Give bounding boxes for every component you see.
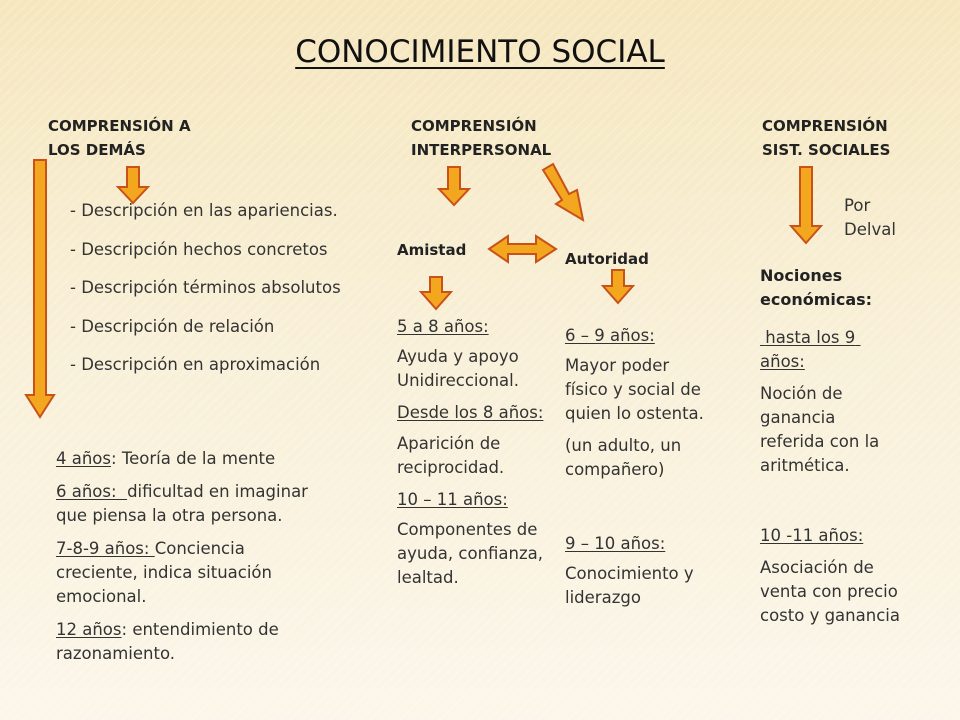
stage-item: 4 años: Teoría de la mente [56, 449, 276, 468]
stage-item: hasta los 9 años: [760, 328, 861, 371]
stage-item: 10 -11 años: [760, 526, 864, 545]
long-down-arrow-icon [26, 160, 54, 417]
list-item: - Descripción en aproximación [70, 355, 321, 374]
heading-comprension-sistemas-sociales: COMPRENSIÓN SIST. SOCIALES [762, 117, 891, 159]
diagonal-arrow-icon [543, 164, 583, 220]
down-arrow-icon [603, 270, 633, 303]
demas-stages [56, 447, 326, 675]
down-arrow-icon [421, 277, 451, 309]
down-arrow-icon [439, 167, 469, 205]
descriptions-list [70, 201, 341, 394]
stage-item-text: Conocimiento y liderazgo [565, 564, 694, 607]
list-item: - Descripción hechos concretos [70, 239, 328, 259]
stage-item-text: Asociación de venta con precio costo y ganancia [760, 558, 900, 625]
heading-comprension-demas: COMPRENSIÓN A LOS DEMÁS [48, 117, 191, 159]
stage-item-text: Aparición de reciprocidad. [397, 434, 505, 477]
amistad-label: Amistad [397, 241, 467, 259]
stage-item: 9 – 10 años: [565, 534, 666, 553]
autoridad-stages [565, 324, 705, 619]
sociales-stages [760, 326, 900, 637]
stage-item-text: (un adulto, un compañero) [565, 436, 682, 479]
stage-item: 6 – 9 años: [565, 326, 655, 345]
stage-item-text: Componentes de ayuda, confianza, lealtad. [397, 520, 544, 587]
nociones-economicas-label: Nociones económicas: [760, 266, 873, 309]
stage-item: 6 años: dificultad en imaginar que piensa la otra persona. [56, 482, 308, 525]
autoridad-label: Autoridad [565, 250, 649, 268]
list-item: - Descripción términos absolutos [70, 278, 341, 297]
list-item: - Descripción en las apariencias. [70, 201, 338, 220]
amistad-stages [397, 315, 562, 599]
list-item: - Descripción de relación [70, 316, 275, 336]
down-arrow-icon [118, 167, 148, 203]
stage-item: 12 años: entendimiento de razonamiento. [56, 620, 279, 663]
page-title: CONOCIMIENTO SOCIAL [295, 34, 665, 70]
author-note: Por Delval [844, 196, 896, 239]
stage-item-text: Ayuda y apoyo Unidireccional. [397, 347, 519, 390]
double-arrow-icon [489, 236, 556, 262]
stage-item: 10 – 11 años: [397, 490, 508, 509]
down-arrow-icon [791, 167, 821, 243]
heading-comprension-interpersonal: COMPRENSIÓN INTERPERSONAL [411, 117, 552, 159]
stage-item-text: Noción de ganancia referida con la aritmética. [760, 384, 880, 475]
stage-item: 5 a 8 años: [397, 317, 489, 336]
stage-item: Desde los 8 años: [397, 403, 544, 422]
stage-item-text: Mayor poder físico y social de quien lo ostenta. [565, 356, 704, 423]
stage-item: 7-8-9 años: Conciencia creciente, indica situación emocional. [56, 539, 272, 606]
